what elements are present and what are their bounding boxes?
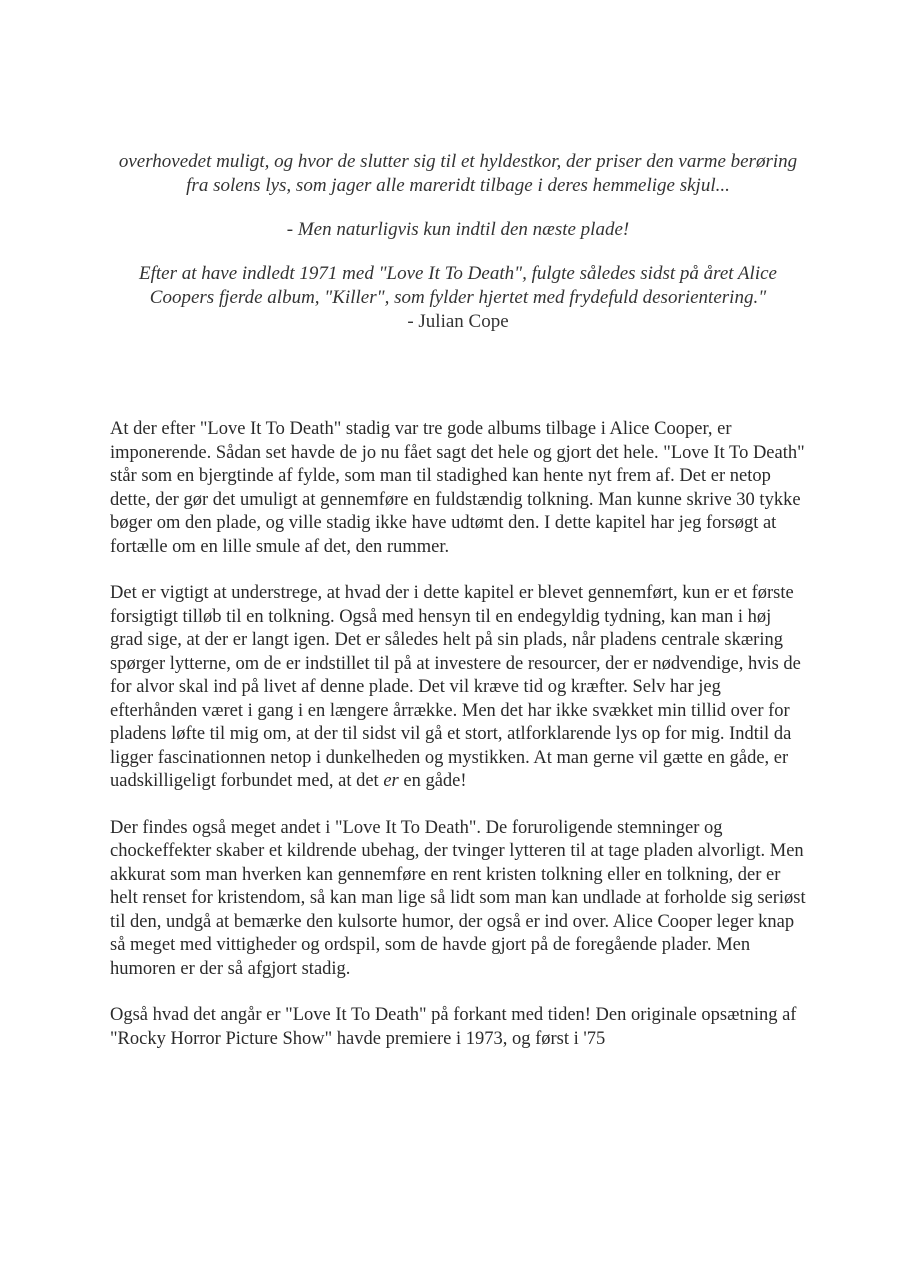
body-paragraph: At der efter "Love It To Death" stadig var tre gode albums tilbage i Alice Cooper, er imponerende. Sådan set havde de jo nu fået sagt det hele og gjort det hele. "Love It To Death" står som en bjergtinde af fylde, som man til stadighed kan hente nyt frem af. Det er netop dette, der gør det umuligt at gennemføre en fuldstændig tolkning. Man kunne skrive 30 tykke bøger om den plade, og ville stadig ikke have udtømt den. I dette kapitel har jeg forsøgt at fortælle om en lille smule af det, den rummer. (110, 419, 805, 557)
quote-coda: - Men naturligvis kun indtil den næste plade! (286, 219, 630, 240)
body-text (110, 418, 808, 1051)
quote-block (108, 150, 808, 334)
quote-paragraph: overhovedet muligt, og hvor de slutter sig til et hyldestkor, der priser den varme berøring fra solens lys, som jager alle mareridt tilbage i deres hemmelige skjul... (118, 151, 798, 196)
body-text-run: en gåde! (398, 771, 467, 791)
body-paragraph: Der findes også meget andet i "Love It To Death". De foruroligende stemninger og chockeffekter skaber et kildrende ubehag, der tvinger lytteren til at tage pladen alvorligt. Men akkurat som man hverken kan gennemføre en rent kristen tolkning eller en tolkning, der er helt renset for kristendom, så kan man lige så lidt som man kan undlade at forholde sig seriøst til den, undgå at bemærke den kulsorte humor, der også er ind over. Alice Cooper leger knap så meget med vittigheder og ordspil, som de havde gjort på de foregående plader. Men humoren er der så afgjort stadig. (110, 817, 806, 979)
emphasis: er (383, 771, 399, 791)
body-paragraph (110, 582, 808, 794)
body-text-run: Det er vigtigt at understrege, at hvad der i dette kapitel er blevet gennemført, kun er et første forsigtigt tilløb til en tolkning. Også med hensyn til en endegyldig tydning, kan man i høj grad sige, at der er langt igen. Det er således helt på sin plads, når pladens centrale skæring spørger lytterne, om de er indstillet til på at investere de resourcer, der er nødvendige, hvis de for alvor skal ind på livet af denne plade. Det vil kræve tid og kræfter. Selv har jeg efterhånden været i gang i en længere årrække. Men det har ikke svækket min tillid over for pladens løfte til mig om, at der til sidst vil gå et stort, atlforklarende lys op for mig. Indtil da ligger fascinationnen netop i dunkelheden og mystikken. At man gerne vil gætte en gåde, er uadskilligeligt forbundet med, at det (110, 583, 801, 791)
body-paragraph: Også hvad det angår er "Love It To Death" på forkant med tiden! Den originale opsætning af "Rocky Horror Picture Show" havde premiere i 1973, og først i '75 (110, 1005, 797, 1049)
quote-paragraph: Efter at have indledt 1971 med "Love It To Death", fulgte således sidst på året Alice Coopers fjerde album, "Killer", som fylder hjertet med frydefuld desorientering." (139, 263, 777, 308)
quote-attribution: - Julian Cope (407, 311, 509, 332)
